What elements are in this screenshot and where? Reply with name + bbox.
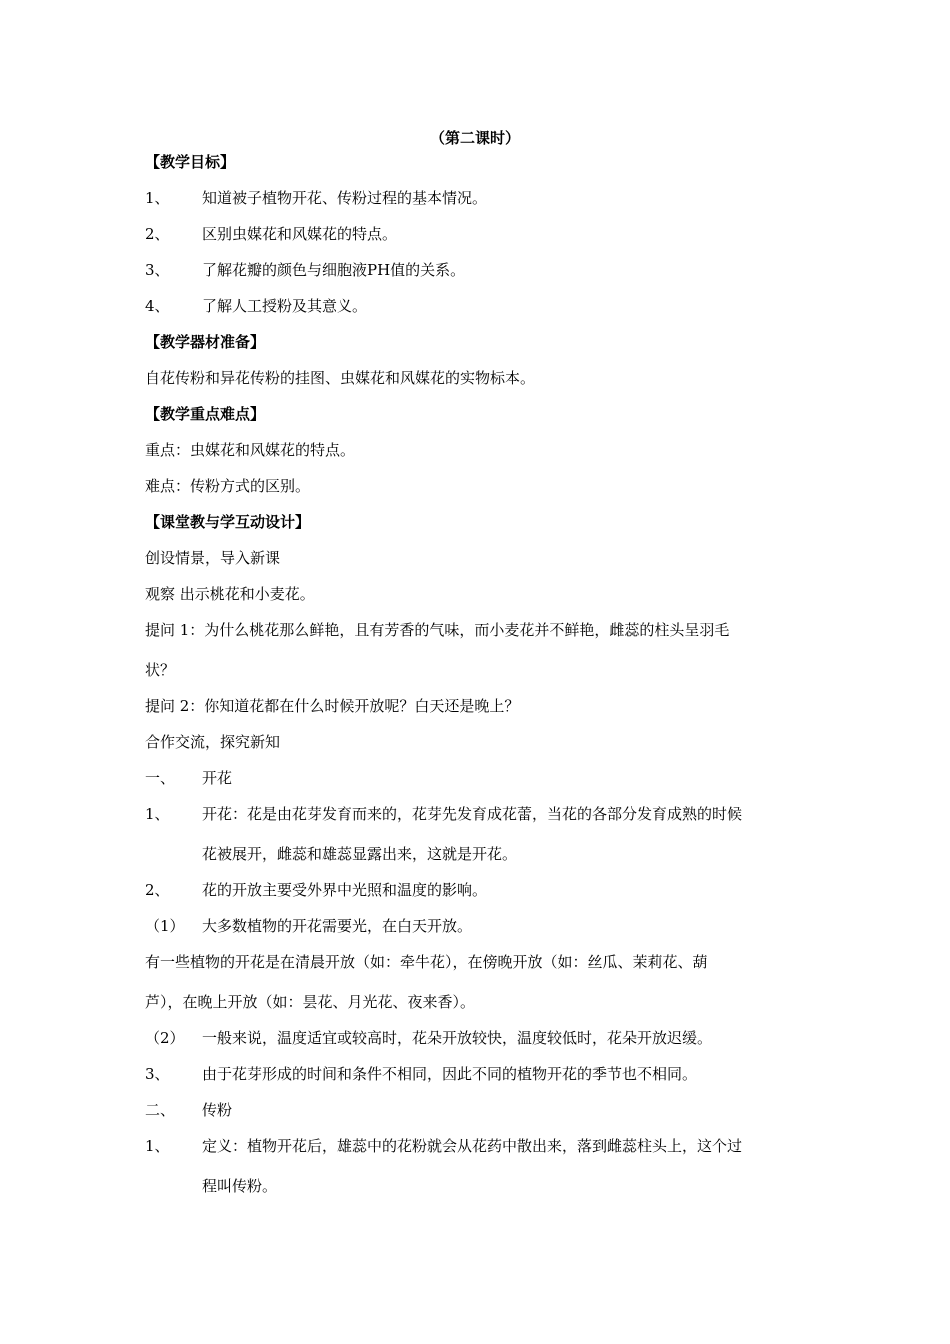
section-heading-objectives: 【教学目标】	[145, 153, 236, 171]
objective-text: 了解人工授粉及其意义。	[202, 297, 368, 315]
question-2: 提问 2：你知道花都在什么时候开放呢？白天还是晚上？	[145, 697, 520, 715]
item-number: 1、	[145, 805, 170, 823]
part-1-title: 开花	[202, 769, 233, 787]
flowering-factors-text: 花的开放主要受外界中光照和温度的影响。	[202, 881, 488, 899]
objective-number: 2、	[145, 225, 170, 243]
flowering-times-line-1: 有一些植物的开花是在清晨开放（如：牵牛花），在傍晚开放（如：丝瓜、茉莉花、葫	[145, 953, 708, 971]
objective-text: 了解花瓣的颜色与细胞液PH值的关系。	[202, 261, 466, 279]
objective-number: 1、	[145, 189, 170, 207]
objective-text: 区别虫媒花和风媒花的特点。	[202, 225, 398, 243]
item-number: 3、	[145, 1065, 170, 1083]
objective-number: 3、	[145, 261, 170, 279]
materials-text: 自花传粉和异花传粉的挂图、虫媒花和风媒花的实物标本。	[145, 369, 536, 387]
flowering-definition-line-2: 花被展开，雌蕊和雄蕊显露出来，这就是开花。	[202, 845, 518, 863]
objective-number: 4、	[145, 297, 170, 315]
part-2-number: 二、	[145, 1101, 176, 1119]
flowering-season-text: 由于花芽形成的时间和条件不相同，因此不同的植物开花的季节也不相同。	[202, 1065, 698, 1083]
sub-item-number: （1）	[145, 917, 185, 935]
key-focus-text: 重点：虫媒花和风媒花的特点。	[145, 441, 356, 459]
flowering-definition-line-1: 开花：花是由花芽发育而来的，花芽先发育成花蕾，当花的各部分发育成熟的时候	[202, 805, 743, 823]
section-heading-design: 【课堂教与学互动设计】	[145, 513, 311, 531]
objective-text: 知道被子植物开花、传粉过程的基本情况。	[202, 189, 488, 207]
observe-text: 观察 出示桃花和小麦花。	[145, 585, 315, 603]
part-1-number: 一、	[145, 769, 176, 787]
temperature-factor-text: 一般来说，温度适宜或较高时，花朵开放较快，温度较低时，花朵开放迟缓。	[202, 1029, 713, 1047]
flowering-times-line-2: 芦），在晚上开放（如：昙花、月光花、夜来香）。	[145, 993, 476, 1011]
sub-item-number: （2）	[145, 1029, 185, 1047]
pollination-definition-line-1: 定义：植物开花后，雄蕊中的花粉就会从花药中散出来，落到雌蕊柱头上，这个过	[202, 1137, 743, 1155]
question-1-line-2: 状？	[145, 661, 176, 679]
pollination-definition-line-2: 程叫传粉。	[202, 1177, 278, 1195]
section-heading-materials: 【教学器材准备】	[145, 333, 266, 351]
intro-heading: 创设情景，导入新课	[145, 549, 281, 567]
light-factor-text: 大多数植物的开花需要光，在白天开放。	[202, 917, 473, 935]
explore-heading: 合作交流，探究新知	[145, 733, 281, 751]
section-heading-key-points: 【教学重点难点】	[145, 405, 266, 423]
part-2-title: 传粉	[202, 1101, 233, 1119]
lesson-title: （第二课时）	[429, 129, 520, 147]
item-number: 2、	[145, 881, 170, 899]
question-1-line-1: 提问 1：为什么桃花那么鲜艳，且有芳香的气味，而小麦花并不鲜艳，雌蕊的柱头呈羽毛	[145, 621, 730, 639]
item-number: 1、	[145, 1137, 170, 1155]
key-difficulty-text: 难点：传粉方式的区别。	[145, 477, 311, 495]
